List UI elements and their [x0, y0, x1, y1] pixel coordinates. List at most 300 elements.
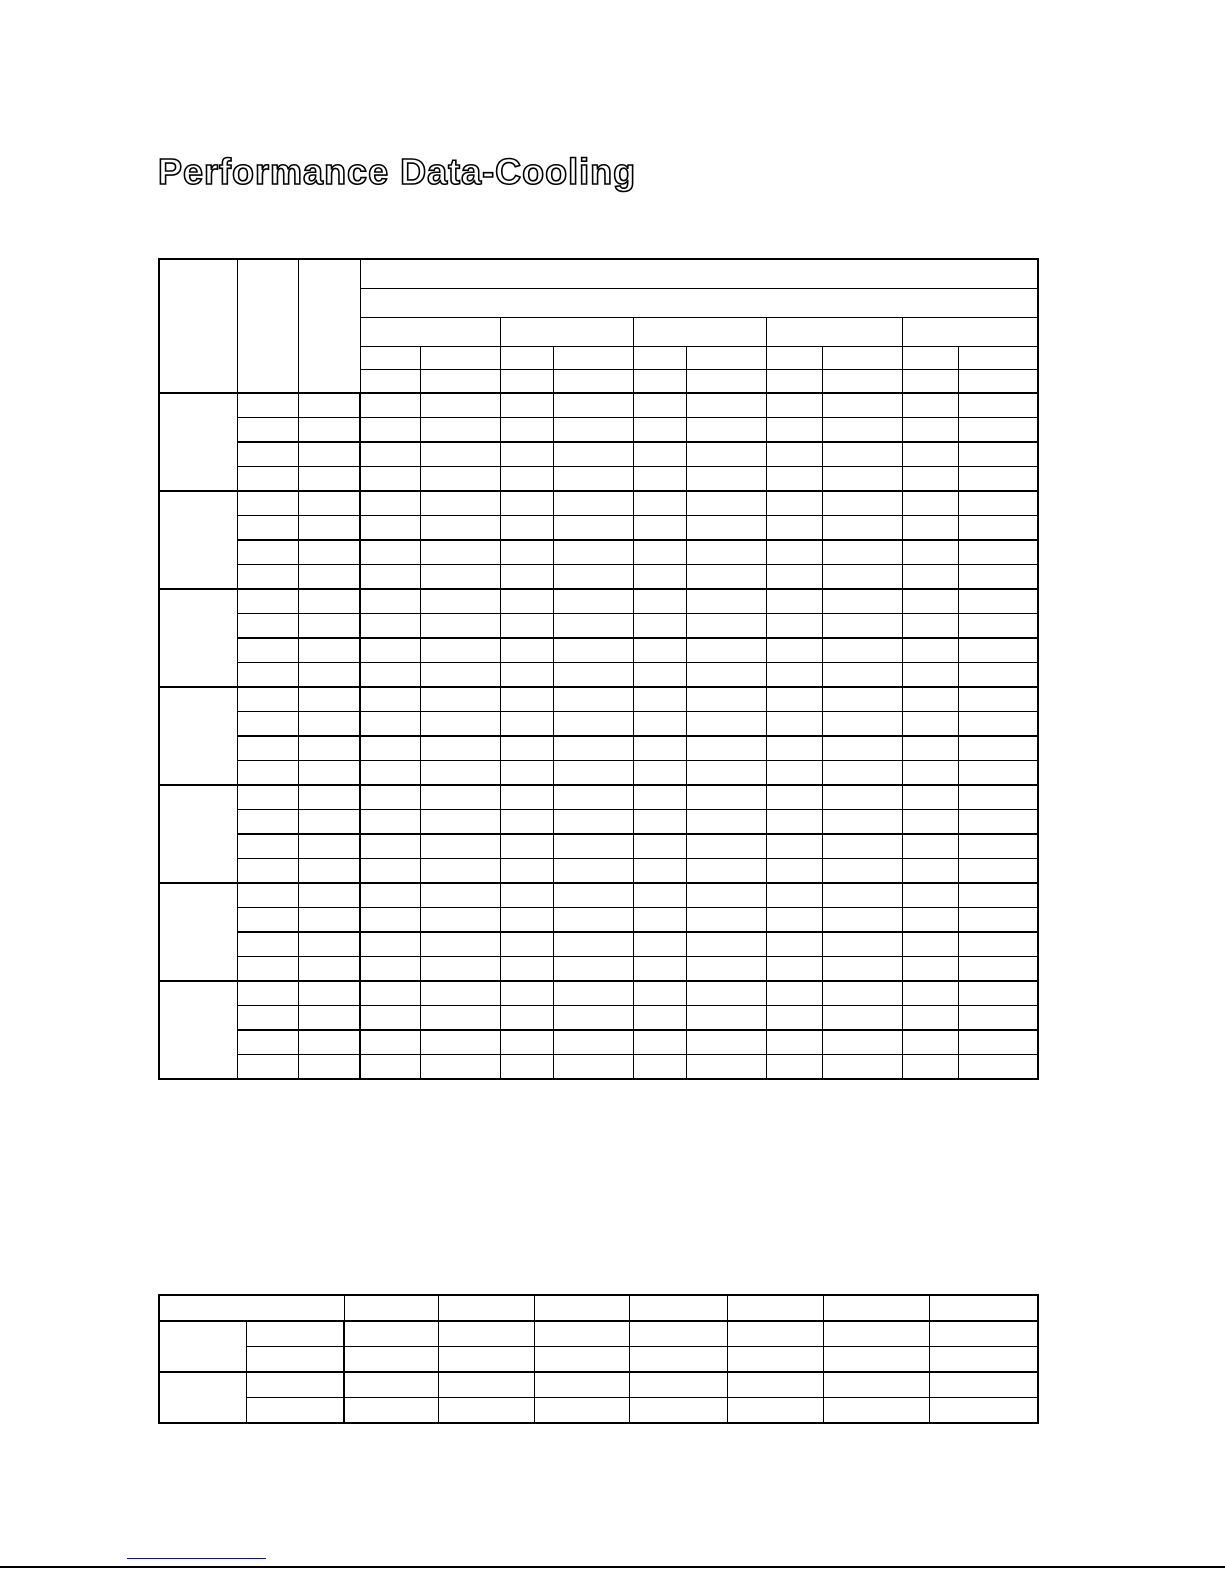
table-cell [633, 957, 686, 982]
table-cell [360, 638, 420, 663]
table-cell [958, 491, 1038, 516]
table-cell [360, 1030, 420, 1055]
table-cell [298, 932, 360, 957]
header-cell [553, 370, 633, 394]
table-cell [246, 1398, 344, 1424]
table-row [159, 467, 1038, 492]
table-cell [902, 785, 958, 810]
table-cell [500, 565, 553, 590]
table-cell [958, 908, 1038, 933]
table-cell [360, 1006, 420, 1031]
table-cell [686, 540, 766, 565]
table-row [159, 491, 1038, 516]
table-cell [633, 932, 686, 957]
table-cell [766, 859, 822, 884]
table-cell [500, 418, 553, 443]
table-cell [237, 491, 298, 516]
table-cell [500, 712, 553, 737]
header-cell [902, 370, 958, 394]
table-header-row [159, 259, 1038, 289]
table-row [159, 687, 1038, 712]
table-cell [824, 1347, 930, 1373]
table-cell [500, 785, 553, 810]
table-cell [629, 1321, 727, 1347]
table-cell [766, 516, 822, 541]
table-cell [766, 663, 822, 688]
table-cell [902, 883, 958, 908]
table-row [159, 957, 1038, 982]
table-cell [686, 565, 766, 590]
table-cell [686, 663, 766, 688]
table-cell [298, 1030, 360, 1055]
table-cell [360, 565, 420, 590]
table-cell [930, 1347, 1038, 1373]
table-cell [553, 418, 633, 443]
table-cell [822, 834, 902, 859]
table-cell [902, 712, 958, 737]
table-cell [360, 516, 420, 541]
table-cell [553, 565, 633, 590]
table-cell [553, 883, 633, 908]
table-cell [534, 1347, 629, 1373]
header-cell [344, 1295, 438, 1321]
table-cell [500, 442, 553, 467]
table-cell [237, 785, 298, 810]
table-cell [822, 1030, 902, 1055]
table-cell [553, 1030, 633, 1055]
table-cell [237, 810, 298, 835]
table-row [159, 1055, 1038, 1080]
table-cell [686, 442, 766, 467]
table-cell [344, 1372, 438, 1398]
group-cell [159, 785, 237, 883]
table-cell [728, 1372, 824, 1398]
table-cell [633, 614, 686, 639]
table-cell [633, 810, 686, 835]
table-row [159, 883, 1038, 908]
table-cell [237, 761, 298, 786]
table-cell [298, 736, 360, 761]
table-cell [534, 1398, 629, 1424]
table-cell [958, 736, 1038, 761]
table-cell [766, 834, 822, 859]
table-row [159, 1030, 1038, 1055]
table-cell [553, 785, 633, 810]
table-cell [633, 491, 686, 516]
table-cell [360, 1055, 420, 1080]
table-cell [360, 981, 420, 1006]
table-cell [500, 663, 553, 688]
table-cell [686, 834, 766, 859]
table-cell [958, 687, 1038, 712]
table-cell [766, 883, 822, 908]
group-cell [159, 589, 237, 687]
header-cell [553, 347, 633, 370]
table-cell [360, 540, 420, 565]
header-cell [360, 347, 420, 370]
table-cell [902, 908, 958, 933]
table-cell [633, 418, 686, 443]
table-row [159, 393, 1038, 418]
table-cell [298, 565, 360, 590]
header-cell [360, 318, 500, 347]
header-cell [822, 370, 902, 394]
table-cell [553, 712, 633, 737]
table-cell [500, 540, 553, 565]
table-cell [958, 516, 1038, 541]
table-row [159, 516, 1038, 541]
table-cell [958, 932, 1038, 957]
table-cell [237, 687, 298, 712]
header-cell [930, 1295, 1038, 1321]
table-cell [360, 442, 420, 467]
table-cell [766, 785, 822, 810]
table-cell [237, 908, 298, 933]
table-cell [438, 1347, 534, 1373]
table-cell [958, 1006, 1038, 1031]
table-cell [824, 1372, 930, 1398]
table-cell [958, 981, 1038, 1006]
table-cell [553, 614, 633, 639]
footer-link[interactable] [127, 1558, 266, 1559]
table-cell [958, 859, 1038, 884]
table-cell [420, 883, 500, 908]
table-cell [822, 761, 902, 786]
table-cell [766, 1055, 822, 1080]
table-cell [766, 393, 822, 418]
table-cell [500, 981, 553, 1006]
table-cell [633, 1030, 686, 1055]
table-cell [298, 761, 360, 786]
header-cell [766, 370, 822, 394]
table-cell [298, 442, 360, 467]
table-cell [553, 663, 633, 688]
table-cell [500, 393, 553, 418]
table-cell [553, 859, 633, 884]
table-cell [766, 491, 822, 516]
table-row [159, 589, 1038, 614]
table-cell [553, 516, 633, 541]
table-cell [633, 859, 686, 884]
table-cell [237, 442, 298, 467]
table-cell [822, 1006, 902, 1031]
table-cell [766, 1030, 822, 1055]
table-cell [237, 957, 298, 982]
table-cell [298, 663, 360, 688]
table-cell [237, 981, 298, 1006]
table-cell [902, 540, 958, 565]
group-cell [159, 1372, 246, 1423]
table-cell [420, 589, 500, 614]
table-cell [686, 1055, 766, 1080]
table-cell [420, 467, 500, 492]
table-cell [360, 687, 420, 712]
table-cell [958, 834, 1038, 859]
table-cell [686, 491, 766, 516]
table-cell [633, 589, 686, 614]
table-row [159, 810, 1038, 835]
table-cell [553, 810, 633, 835]
header-cell [629, 1295, 727, 1321]
table-cell [553, 908, 633, 933]
table-cell [958, 663, 1038, 688]
table-cell [420, 908, 500, 933]
table-cell [686, 467, 766, 492]
header-cell [500, 370, 553, 394]
header-cell [237, 259, 298, 393]
header-cell [728, 1295, 824, 1321]
table-row [159, 565, 1038, 590]
table-cell [237, 932, 298, 957]
table-cell [930, 1398, 1038, 1424]
table-cell [902, 736, 958, 761]
table-cell [822, 932, 902, 957]
table-cell [237, 1055, 298, 1080]
table-cell [298, 957, 360, 982]
table-cell [438, 1398, 534, 1424]
table-cell [958, 638, 1038, 663]
header-cell [360, 289, 1038, 318]
table-row [159, 736, 1038, 761]
table-cell [766, 687, 822, 712]
table-cell [728, 1321, 824, 1347]
table-row [159, 1006, 1038, 1031]
table-row [159, 442, 1038, 467]
table-cell [766, 981, 822, 1006]
table-cell [420, 638, 500, 663]
table-cell [902, 491, 958, 516]
table-cell [686, 1006, 766, 1031]
table-cell [500, 516, 553, 541]
table-row [159, 932, 1038, 957]
header-cell [766, 347, 822, 370]
table-cell [822, 540, 902, 565]
table-cell [420, 736, 500, 761]
table-cell [500, 491, 553, 516]
table-cell [686, 589, 766, 614]
table-cell [902, 810, 958, 835]
table-cell [728, 1398, 824, 1424]
table-cell [298, 810, 360, 835]
table-cell [553, 834, 633, 859]
table-cell [534, 1372, 629, 1398]
table-cell [822, 565, 902, 590]
table-cell [902, 932, 958, 957]
header-cell [360, 370, 420, 394]
table-cell [958, 589, 1038, 614]
table-cell [360, 810, 420, 835]
table-cell [958, 761, 1038, 786]
header-cell [500, 318, 633, 347]
group-cell [159, 393, 237, 491]
table-cell [298, 638, 360, 663]
table-cell [633, 663, 686, 688]
table-cell [930, 1372, 1038, 1398]
table-cell [822, 736, 902, 761]
header-cell [902, 347, 958, 370]
table-cell [824, 1398, 930, 1424]
table-cell [298, 1006, 360, 1031]
table-cell [822, 638, 902, 663]
table-cell [902, 516, 958, 541]
group-cell [159, 883, 237, 981]
table-cell [420, 565, 500, 590]
table-cell [553, 932, 633, 957]
header-cell [902, 318, 1038, 347]
table-cell [298, 981, 360, 1006]
table-cell [824, 1321, 930, 1347]
table-cell [902, 565, 958, 590]
group-cell [159, 491, 237, 589]
table-cell [822, 516, 902, 541]
table-cell [822, 418, 902, 443]
table-cell [553, 589, 633, 614]
table-cell [246, 1372, 344, 1398]
table-cell [534, 1321, 629, 1347]
table-row [159, 663, 1038, 688]
table-cell [500, 883, 553, 908]
table-cell [420, 442, 500, 467]
table-cell [958, 540, 1038, 565]
table-cell [633, 908, 686, 933]
table-cell [766, 467, 822, 492]
table-cell [902, 834, 958, 859]
table-cell [633, 516, 686, 541]
table-cell [246, 1321, 344, 1347]
table-cell [629, 1398, 727, 1424]
table-row [159, 761, 1038, 786]
table-cell [958, 442, 1038, 467]
table-cell [958, 810, 1038, 835]
table-cell [633, 1055, 686, 1080]
header-cell [420, 347, 500, 370]
table-cell [822, 687, 902, 712]
table-cell [686, 516, 766, 541]
table-cell [360, 932, 420, 957]
table-cell [500, 810, 553, 835]
table-cell [500, 957, 553, 982]
page-title: Performance Data-Cooling [158, 151, 637, 192]
table-cell [420, 393, 500, 418]
group-cell [159, 1321, 246, 1372]
table-cell [902, 614, 958, 639]
header-cell [824, 1295, 930, 1321]
table-cell [246, 1347, 344, 1373]
table-cell [686, 957, 766, 982]
header-cell [633, 347, 686, 370]
table-row [159, 981, 1038, 1006]
table-cell [553, 393, 633, 418]
table-cell [360, 908, 420, 933]
table-cell [633, 442, 686, 467]
table-row [159, 859, 1038, 884]
table-cell [500, 859, 553, 884]
table-cell [822, 491, 902, 516]
table-cell [629, 1347, 727, 1373]
table-cell [298, 516, 360, 541]
table-cell [420, 859, 500, 884]
table-cell [420, 1030, 500, 1055]
table-cell [822, 442, 902, 467]
table-cell [298, 467, 360, 492]
table-cell [686, 981, 766, 1006]
table-cell [420, 785, 500, 810]
table-cell [298, 712, 360, 737]
table-cell [298, 883, 360, 908]
table-cell [420, 418, 500, 443]
table-cell [686, 614, 766, 639]
table-cell [420, 687, 500, 712]
table-cell [298, 491, 360, 516]
table-cell [298, 785, 360, 810]
table-cell [633, 981, 686, 1006]
table-cell [237, 540, 298, 565]
table-cell [500, 736, 553, 761]
table-cell [766, 761, 822, 786]
table-cell [822, 908, 902, 933]
table-cell [553, 638, 633, 663]
table-cell [344, 1321, 438, 1347]
table-cell [902, 418, 958, 443]
table-cell [553, 957, 633, 982]
table-cell [420, 491, 500, 516]
table-cell [686, 712, 766, 737]
table-cell [420, 981, 500, 1006]
table-cell [500, 1055, 553, 1080]
table-cell [766, 418, 822, 443]
table-cell [822, 883, 902, 908]
table-cell [553, 1055, 633, 1080]
table-cell [902, 761, 958, 786]
header-cell [686, 347, 766, 370]
table-cell [500, 467, 553, 492]
header-cell [500, 347, 553, 370]
table-row [159, 785, 1038, 810]
table-cell [633, 1006, 686, 1031]
table-cell [360, 712, 420, 737]
table-cell [553, 467, 633, 492]
table-cell [237, 614, 298, 639]
table-cell [686, 859, 766, 884]
table-cell [360, 589, 420, 614]
header-cell [633, 370, 686, 394]
table-cell [500, 932, 553, 957]
header-cell [766, 318, 902, 347]
table-cell [766, 442, 822, 467]
table-cell [728, 1347, 824, 1373]
table-cell [553, 981, 633, 1006]
table-cell [420, 957, 500, 982]
table-cell [766, 957, 822, 982]
table-cell [958, 883, 1038, 908]
table-cell [237, 516, 298, 541]
table-cell [633, 393, 686, 418]
table-cell [902, 589, 958, 614]
table-row [159, 418, 1038, 443]
table-cell [902, 1030, 958, 1055]
table-cell [958, 418, 1038, 443]
table-cell [958, 957, 1038, 982]
table-cell [553, 442, 633, 467]
table-cell [930, 1321, 1038, 1347]
table-cell [686, 736, 766, 761]
table-row [159, 1321, 1038, 1347]
table-cell [420, 1055, 500, 1080]
table-cell [766, 638, 822, 663]
table-cell [822, 589, 902, 614]
table-cell [500, 589, 553, 614]
table-cell [553, 540, 633, 565]
